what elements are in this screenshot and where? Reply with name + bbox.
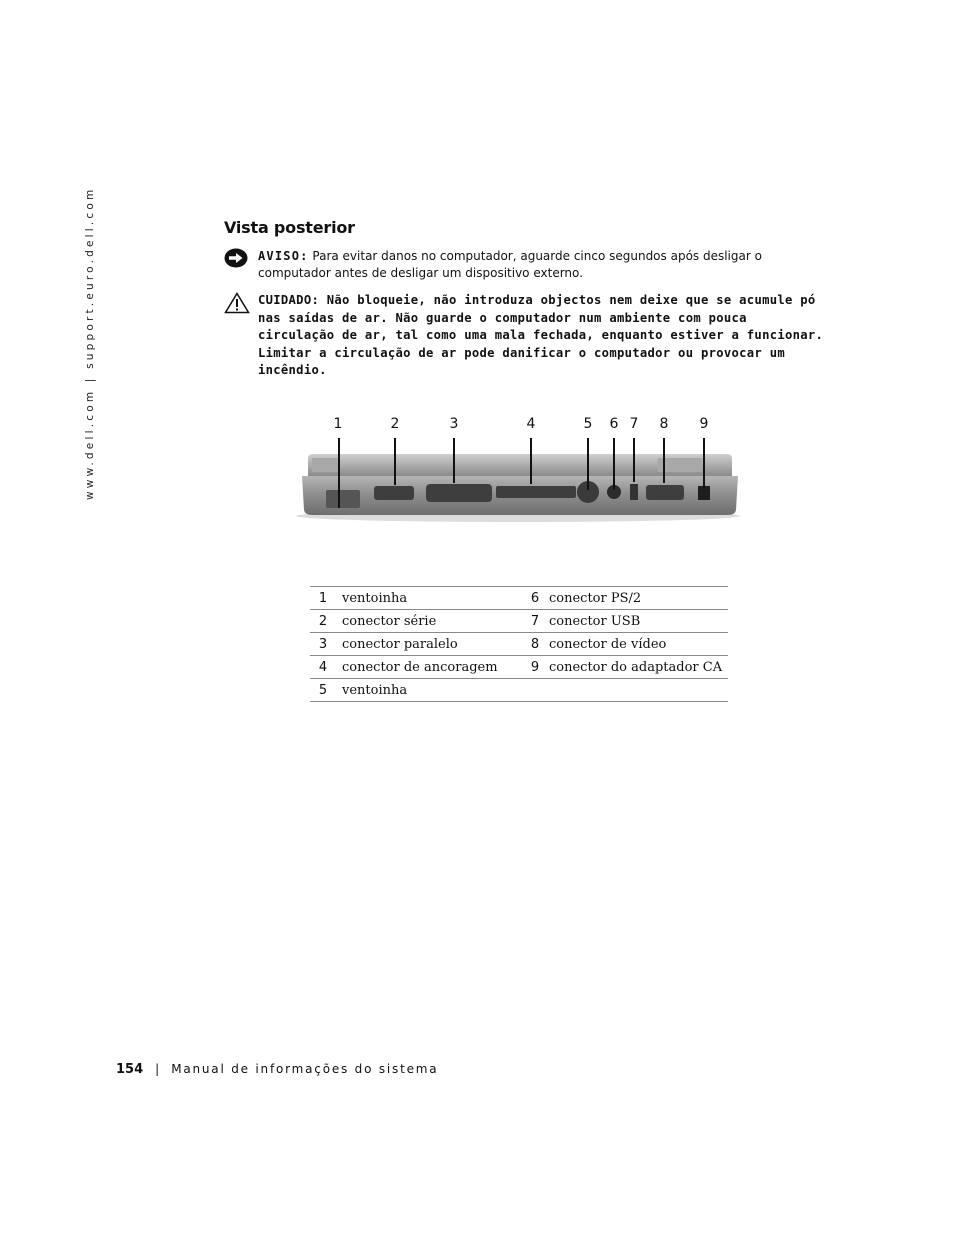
callout-leader [338, 438, 340, 508]
legend-number [522, 679, 548, 702]
page-number: 154 [116, 1062, 144, 1077]
callout-label: 7 [629, 416, 639, 432]
table-row [310, 656, 728, 679]
legend-label: conector de vídeo [549, 636, 667, 652]
legend-number: 3 [318, 636, 328, 652]
table-row [310, 633, 728, 656]
notice-text: Para evitar danos no computador, aguarde cinco segundos após desligar o computador antes de desligar um dispositivo externo. [258, 249, 762, 280]
laptop-rear-illustration [290, 410, 750, 530]
legend-label: ventoinha [342, 682, 408, 698]
legend-number: 9 [530, 659, 540, 675]
legend-label: conector paralelo [342, 636, 458, 652]
callout-label: 1 [333, 416, 343, 432]
legend-number: 7 [530, 613, 540, 629]
callout-label: 4 [526, 416, 536, 432]
legend-label: conector do adaptador CA [549, 659, 723, 675]
callout-leader [587, 438, 589, 490]
legend-number: 8 [530, 636, 540, 652]
legend-label [548, 679, 728, 702]
legend-number: 4 [318, 659, 328, 675]
callout-label: 3 [449, 416, 459, 432]
callout-leader [613, 438, 615, 490]
section-title: Vista posterior [224, 218, 355, 237]
page-footer [116, 1062, 438, 1077]
legend-label: conector USB [549, 613, 641, 629]
legend-label: conector série [342, 613, 437, 629]
callout-leader [703, 438, 705, 488]
warning-triangle-icon [224, 292, 250, 320]
footer-separator: | [155, 1062, 160, 1076]
callout-label: 2 [390, 416, 400, 432]
notice-icon [224, 248, 248, 273]
legend-label: conector de ancoragem [342, 659, 498, 675]
legend-label: ventoinha [342, 590, 408, 606]
legend-number: 5 [318, 682, 328, 698]
caution-block [224, 292, 824, 380]
callout-label: 8 [659, 416, 669, 432]
table-row [310, 587, 728, 610]
callout-leader [394, 438, 396, 485]
callout-label: 9 [699, 416, 709, 432]
legend-number: 6 [530, 590, 540, 606]
caution-text: Não bloqueie, não introduza objectos nem deixe que se acumule pó nas saídas de ar. Não guarde o computador num ambiente com pouca circulação de ar, tal como uma mala fechada, enquanto estiver a funcionar. Limitar a circulação de ar pode danificar o computador ou provocar um incêndio. [258, 293, 824, 377]
sidebar-url: www.dell.com | support.euro.dell.com [84, 186, 96, 500]
manual-title: Manual de informações do sistema [171, 1062, 439, 1076]
notice-block [224, 248, 824, 282]
callout-leader [530, 438, 532, 484]
legend-table [310, 586, 728, 702]
rear-view-figure [290, 410, 750, 530]
callout-label: 5 [583, 416, 593, 432]
notice-label: AVISO: [258, 249, 309, 263]
legend-number: 2 [318, 613, 328, 629]
table-row [310, 610, 728, 633]
legend-number: 1 [318, 590, 328, 606]
caution-label: CUIDADO: [258, 293, 320, 307]
callout-leader [633, 438, 635, 482]
table-row [310, 679, 728, 702]
legend-label: conector PS/2 [549, 590, 642, 606]
callout-leader [663, 438, 665, 483]
callout-label: 6 [609, 416, 619, 432]
callout-leader [453, 438, 455, 483]
